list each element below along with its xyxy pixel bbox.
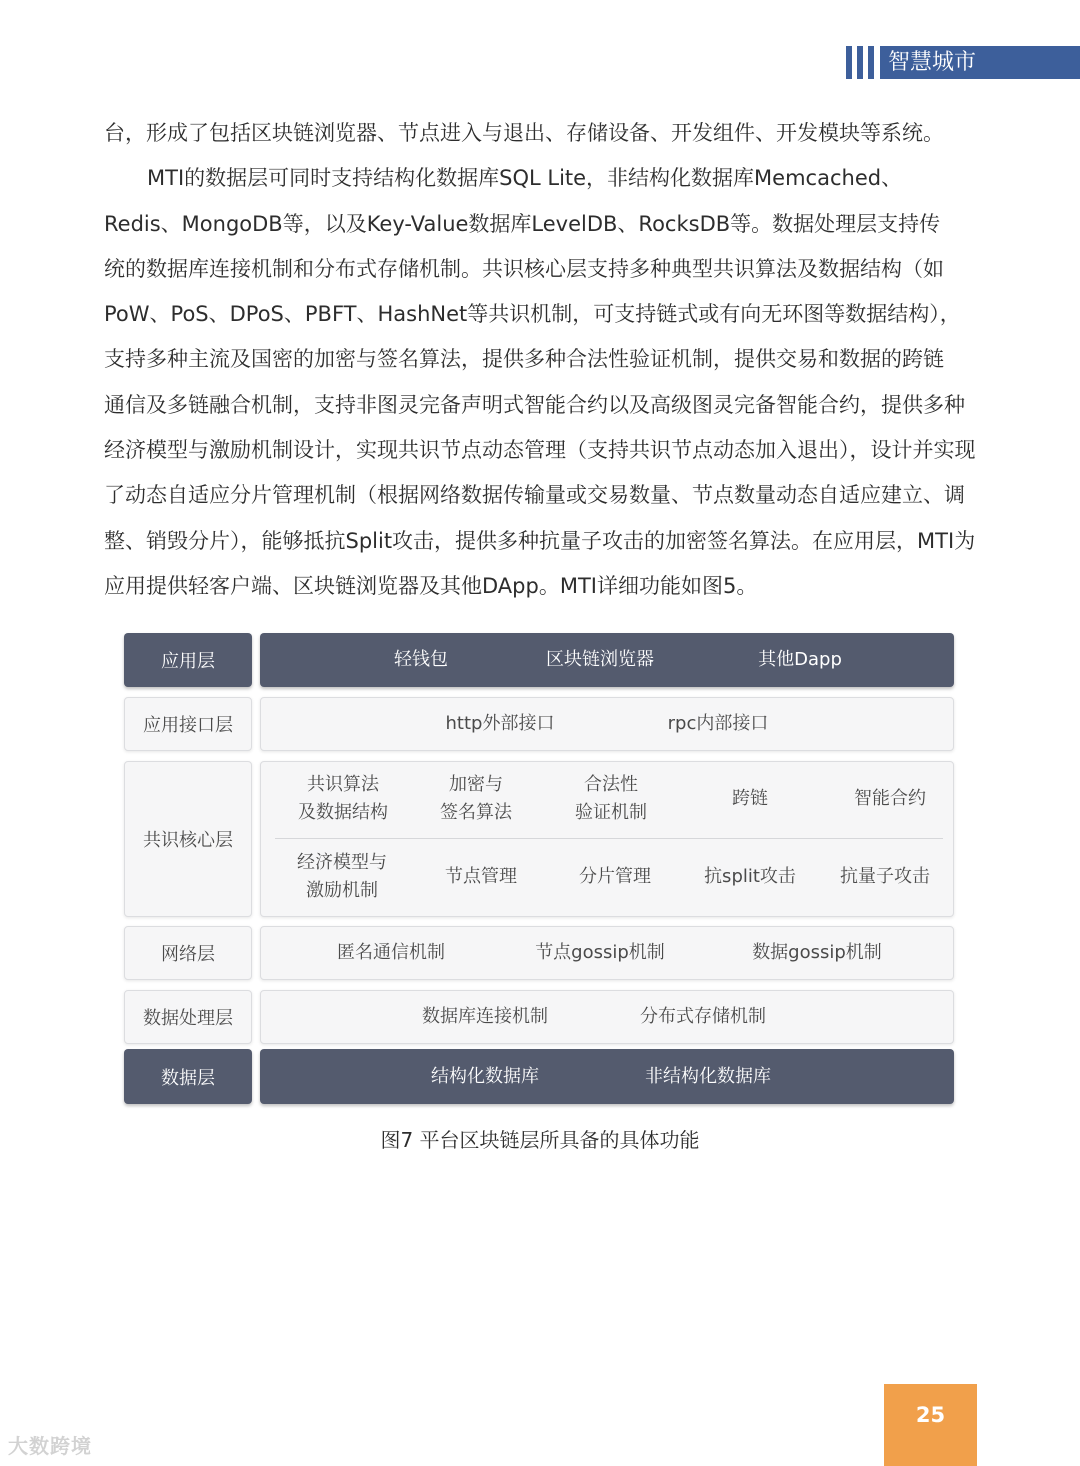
layer-item: 共识算法 及数据结构: [298, 774, 388, 823]
layer-item: 非结构化数据库: [645, 1065, 771, 1087]
paragraph2-line: PoW、PoS、DPoS、PBFT、HashNet等共识机制，可支持链式或有向无环图等数据结构），: [104, 302, 961, 327]
header-stripe-3: [868, 46, 874, 79]
figure-caption: 图7 平台区块链层所具备的具体功能: [380, 1128, 700, 1152]
consensus-layer-content: [260, 761, 954, 917]
layer-item: 加密与 签名算法: [440, 774, 512, 823]
consensus-divider: [275, 838, 943, 839]
layer-item: 数据库连接机制: [422, 1006, 548, 1027]
layer-item: 合法性 验证机制: [575, 774, 647, 823]
network-layer-label: 网络层: [124, 926, 252, 980]
layer-item: 抗量子攻击: [840, 866, 930, 887]
watermark-text: 大数跨境: [8, 1434, 92, 1458]
processing-layer-content: [260, 990, 954, 1044]
paragraph2-line: 应用提供轻客户端、区块链浏览器及其他DApp。MTI详细功能如图5。: [104, 573, 758, 598]
layer-item: rpc内部接口: [667, 713, 769, 734]
layer-item: 其他Dapp: [758, 649, 842, 670]
paragraph2-line: MTI的数据层可同时支持结构化数据库SQL Lite，非结构化数据库Memcached、: [147, 166, 903, 191]
watermark-logo: [8, 1430, 92, 1459]
application-layer-label: 应用层: [124, 633, 252, 687]
api-layer-label: 应用接口层: [124, 697, 252, 751]
paragraph2-line: 支持多种主流及国密的加密与签名算法，提供多种合法性验证机制，提供交易和数据的跨链: [104, 347, 944, 372]
paragraph2-line: 经济模型与激励机制设计，实现共识节点动态管理（支持共识节点动态加入退出），设计并实现: [104, 438, 976, 463]
paragraph2-line: 统的数据库连接机制和分布式存储机制。共识核心层支持多种典型共识算法及数据结构（如: [104, 256, 944, 281]
network-layer-row: [124, 926, 954, 980]
data-layer-content: [260, 1049, 954, 1104]
data-layer-row: [124, 1049, 954, 1104]
layer-item: 分片管理: [579, 866, 651, 887]
processing-layer-label: 数据处理层: [124, 990, 252, 1044]
paragraph2-line: 整、销毁分片），能够抵抗Split攻击，提供多种抗量子攻击的加密签名算法。在应用层，MTI为: [104, 528, 976, 553]
layer-item: 结构化数据库: [431, 1065, 539, 1087]
paragraph1-line: 台，形成了包括区块链浏览器、节点进入与退出、存储设备、开发组件、开发模块等系统。: [104, 121, 944, 145]
layer-item: 轻钱包: [394, 649, 448, 670]
consensus-layer-row: [124, 761, 954, 917]
page-number: 25: [884, 1384, 977, 1466]
consensus-layer-label: 共识核心层: [124, 761, 252, 917]
layer-item: 区块链浏览器: [546, 649, 654, 670]
layer-item: 节点gossip机制: [535, 942, 665, 963]
data-layer-label: 数据层: [124, 1049, 252, 1104]
layer-item: 经济模型与 激励机制: [297, 852, 387, 901]
layer-item: 智能合约: [854, 788, 926, 809]
layer-item: http外部接口: [445, 713, 555, 734]
application-layer-row: [124, 633, 954, 687]
processing-layer-row: [124, 990, 954, 1044]
body-text: [104, 111, 978, 609]
layer-item: 节点管理: [445, 866, 517, 887]
header-stripe-2: [857, 46, 863, 79]
api-layer-row: [124, 697, 954, 751]
layer-item: 抗split攻击: [704, 866, 796, 887]
header-stripe-1: [846, 46, 852, 79]
layer-item: 分布式存储机制: [640, 1006, 766, 1027]
paragraph2-line: 了动态自适应分片管理机制（根据网络数据传输量或交易数量、节点数量动态自适应建立、调: [104, 483, 965, 508]
paragraph2-line: 通信及多链融合机制，支持非图灵完备声明式智能合约以及高级图灵完备智能合约，提供多种: [104, 392, 965, 417]
network-layer-content: [260, 926, 954, 980]
paragraph2-line: Redis、MongoDB等，以及Key-Value数据库LevelDB、RocksDB等。数据处理层支持传: [104, 211, 941, 236]
layer-item: 数据gossip机制: [752, 942, 882, 963]
layer-item: 跨链: [732, 788, 768, 809]
application-layer-content: [260, 633, 954, 687]
section-title: 智慧城市: [880, 46, 1080, 79]
layer-item: 匿名通信机制: [337, 942, 445, 963]
api-layer-content: [260, 697, 954, 751]
